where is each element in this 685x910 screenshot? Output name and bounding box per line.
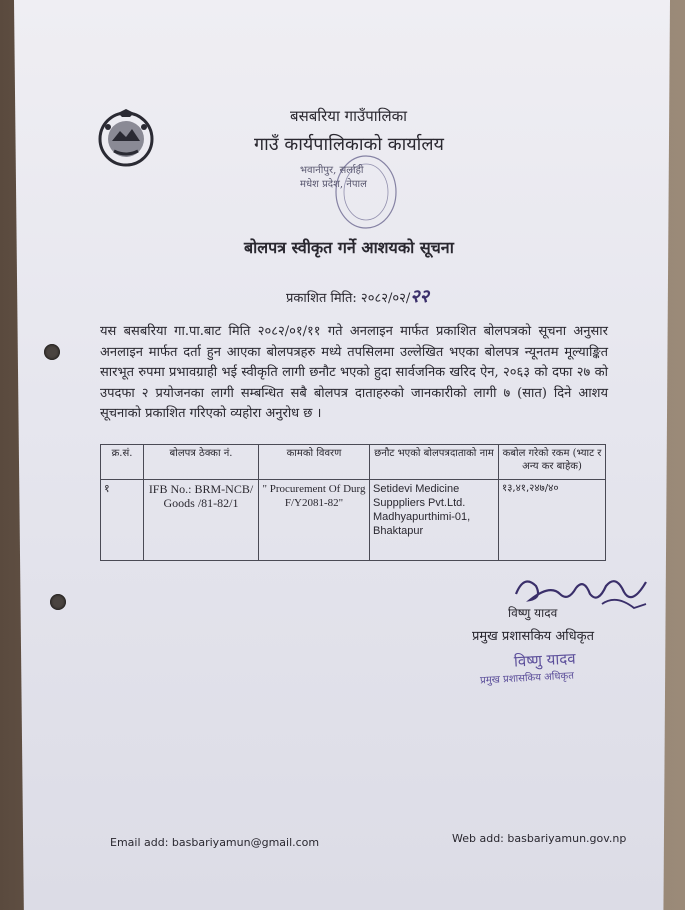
footer-web: Web add: basbariyamun.gov.np [452, 832, 627, 845]
government-emblem-icon [94, 105, 158, 169]
office-location [300, 164, 440, 192]
header-bidder: छनौट भएको बोलपत्रदाताको नाम [370, 445, 499, 480]
header-sn: क्र.सं. [101, 445, 144, 480]
table-header-row [101, 445, 606, 480]
publish-date-label: प्रकाशित मिति: २०८२/०२/ [286, 291, 411, 306]
signatory-name: विष्णु यादव [508, 606, 558, 620]
publish-date-day: २२ [410, 286, 429, 307]
location-line-2: मधेश प्रदेश, नेपाल [300, 179, 367, 190]
header-description: कामको विवरण [259, 445, 370, 480]
notice-title: बोलपत्र स्वीकृत गर्ने आशयको सूचना [244, 238, 454, 257]
notice-body: यस बसबरिया गा.पा.बाट मिति २०८२/०१/११ गते अनलाइन मार्फत प्रकाशित बोलपत्रको सूचना अनुसार अनलाइन मार्फत दर्ता हुन आएका बोलपत्रहरु मध्ये तपसिलमा उल्लेखित भएका बोलपत्र न्यूनतम मूल्याङ्कित सारभूत रुपमा प्रभावग्राही भई स्वीकृति लागी छनौट भएको हुदा सार्वजनिक खरिद ऐन, २०६३ को दफा २७ को उपदफा २ प्रयोजनका लागी सम्बन्धित सबै बोलपत्र दाताहरुको जानकारीको लागी ७ (सात) दिने आशय सूचनाको प्रकाशित गरिएको व्यहोरा अनुरोध छ । [100, 324, 608, 421]
cell-bidder: Setidevi Medicine Supppliers Pvt.Ltd. Madhyapurthimi-01, Bhaktapur [370, 480, 499, 561]
header-contract-no: बोलपत्र ठेक्का नं. [144, 445, 259, 480]
table-row [101, 480, 606, 561]
punch-hole-bottom [50, 594, 66, 610]
header-amount: कबोल गरेको रकम (भ्याट र अन्य कर बाहेक) [499, 445, 606, 480]
stamp-role: प्रमुख प्रशासकिय अधिकृत [479, 670, 575, 687]
location-line-1: भवानीपुर, सर्लाही [300, 165, 364, 176]
office-seal-icon [296, 150, 436, 234]
cell-sn: १ [101, 480, 144, 561]
cell-amount: १३,४१,२४७/४० [499, 480, 606, 561]
municipality-name: बसबरिया गाउँपालिका [290, 107, 408, 125]
bid-table [100, 444, 606, 561]
publish-date [286, 284, 429, 308]
cell-contract-no: IFB No.: BRM-NCB/ Goods /81-82/1 [144, 480, 259, 561]
punch-hole-top [44, 344, 60, 360]
cell-description: " Procurement Of Durg F/Y2081-82" [259, 480, 370, 561]
signatory-role: प्रमुख प्रशासकिय अधिकृत [472, 629, 595, 644]
footer-email: Email add: basbariyamun@gmail.com [110, 836, 320, 849]
office-name: गाउँ कार्यपालिकाको कार्यालय [254, 134, 444, 155]
stamp-name: विष्णु यादव [513, 649, 576, 671]
